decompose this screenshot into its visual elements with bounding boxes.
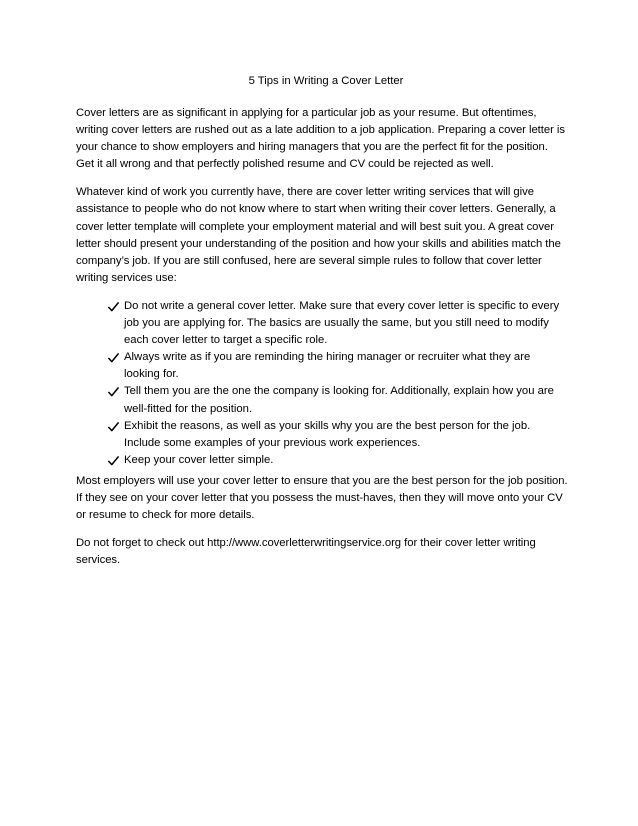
tip-text: Do not write a general cover letter. Make sure that every cover letter is specific to every job you are applying for. The basics are usually the same, but you still need to modify each cover letter to target a specific role. [124, 299, 560, 347]
tips-list [76, 298, 568, 469]
list-item [108, 418, 568, 452]
checkmark-icon [108, 349, 120, 366]
employers-paragraph: Most employers will use your cover letter to ensure that you are the best person for the job position. If they see on your cover letter that you possess the must-haves, then they will move onto your CV or resume to check for more details. [76, 474, 568, 522]
checkmark-icon [108, 298, 120, 315]
closing-paragraph: Do not forget to check out http://www.coverletterwritingservice.org for their cover letter writing services. [76, 537, 536, 567]
list-item [108, 452, 568, 469]
list-item [108, 349, 568, 383]
checkmark-icon [108, 452, 120, 469]
checkmark-icon [108, 383, 120, 400]
list-item [108, 298, 568, 349]
intro-paragraph: Cover letters are as significant in applying for a particular job as your resume. But oftentimes, writing cover letters are rushed out as a late addition to a job application. Preparing a cover letter is your chance to show employers and hiring managers that you are the perfect fit for the position. Get it all wrong and that perfectly polished resume and CV could be rejected as well. [76, 107, 565, 171]
services-paragraph: Whatever kind of work you currently have, there are cover letter writing services that will give assistance to people who do not know where to start when writing their cover letters. Generally, a cover letter template will complete your employment material and will best suit you. A great cover letter should present your understanding of the position and how your skills and abilities match the company’s job. If you are still confused, here are several simple rules to follow that cover letter writing services use: [76, 186, 561, 284]
tip-text: Keep your cover letter simple. [124, 453, 274, 466]
tip-text: Tell them you are the one the company is looking for. Additionally, explain how you are well-fitted for the position. [124, 385, 554, 415]
tip-text: Always write as if you are reminding the hiring manager or recruiter what they are looking for. [124, 351, 531, 381]
list-item [108, 383, 568, 417]
tip-text: Exhibit the reasons, as well as your skills why you are the best person for the job. Include some examples of your previous work experiences. [124, 419, 531, 449]
document-body [76, 73, 568, 580]
checkmark-icon [108, 418, 120, 435]
document-title: 5 Tips in Writing a Cover Letter [248, 75, 404, 87]
